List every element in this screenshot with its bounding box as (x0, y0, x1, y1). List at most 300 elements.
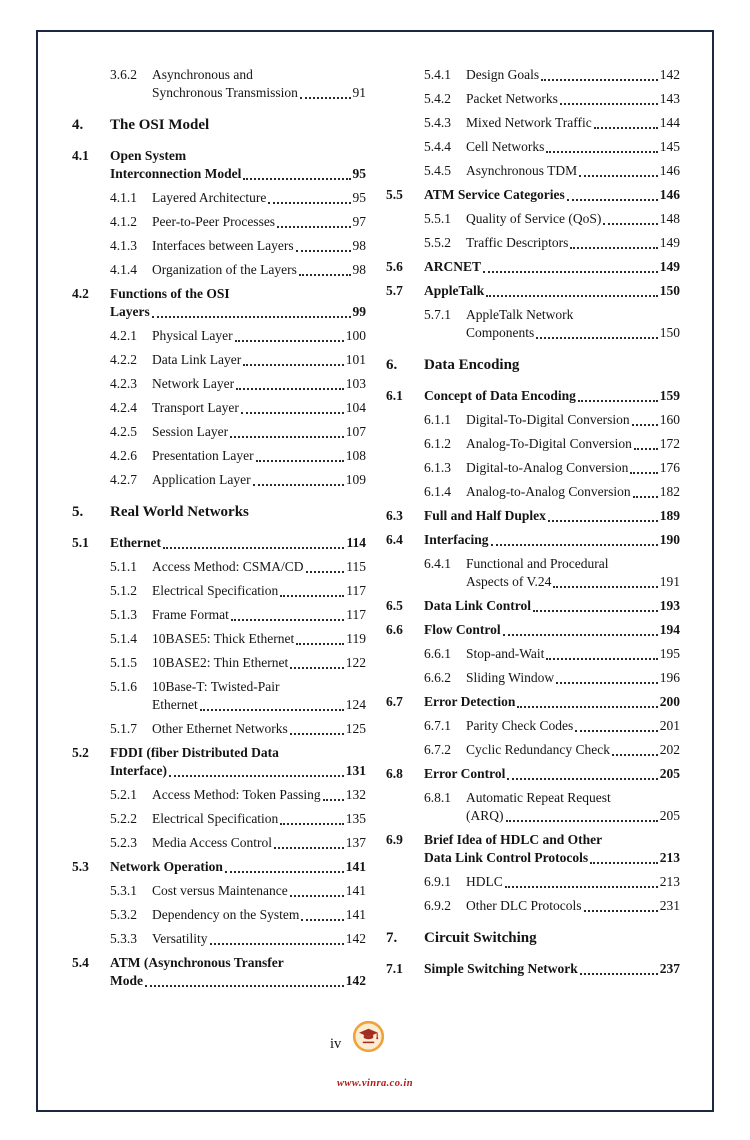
toc-entry-body (466, 90, 680, 108)
toc-section (386, 186, 680, 204)
toc-entry-title: Organization of the Layers (152, 262, 297, 277)
toc-subsection (72, 399, 366, 417)
toc-entry-number: 5.5.2 (424, 235, 451, 250)
dot-leader (274, 847, 344, 849)
toc-entry-page: 146 (659, 163, 680, 178)
toc-subsection (72, 630, 366, 648)
toc-section (386, 531, 680, 549)
toc-entry-number: 5.2 (72, 745, 89, 760)
toc-section (386, 693, 680, 711)
toc-entry-number: 6.9 (386, 832, 403, 847)
toc-section (386, 387, 680, 405)
toc-entry-title: Session Layer (152, 424, 229, 439)
toc-entry-page: 104 (345, 400, 366, 415)
dot-leader (323, 799, 344, 801)
toc-entry-line (424, 849, 680, 867)
toc-entry-number: 6.7.2 (424, 742, 451, 757)
toc-entry-title: Data Encoding (424, 357, 520, 373)
toc-entry-line (152, 351, 366, 369)
toc-entry-line (152, 84, 366, 102)
toc-subsection (72, 261, 366, 279)
dot-leader (306, 571, 345, 573)
toc-entry-line (424, 387, 680, 405)
toc-entry-title: Physical Layer (152, 328, 233, 343)
toc-entry-number: 5.1.1 (110, 559, 137, 574)
toc-entry-body (152, 261, 366, 279)
dot-leader (575, 730, 658, 732)
table-of-contents (72, 66, 680, 996)
dot-leader (301, 919, 343, 921)
toc-entry-number: 6.3 (386, 508, 403, 523)
toc-section (386, 621, 680, 639)
toc-entry-page: 150 (659, 325, 680, 340)
toc-entry-page: 132 (345, 787, 366, 802)
toc-entry-body (110, 954, 366, 990)
toc-entry-page: 97 (352, 214, 366, 229)
toc-entry-number: 4.2.6 (110, 448, 137, 463)
toc-entry-title: Ethernet (110, 535, 161, 550)
toc-entry-title: Design Goals (466, 67, 540, 82)
toc-entry-line (466, 411, 680, 429)
toc-chapter (72, 502, 366, 522)
toc-entry-body (152, 399, 366, 417)
toc-entry-title: Error Detection (424, 694, 516, 709)
dot-leader (546, 658, 657, 660)
dot-leader (256, 460, 344, 462)
toc-entry-title: Access Method: CSMA/CD (152, 559, 304, 574)
dot-leader (241, 412, 344, 414)
dot-leader (590, 862, 658, 864)
toc-entry-title: Data Link Control Protocols (424, 850, 589, 865)
dot-leader (235, 340, 344, 342)
toc-entry-body (152, 882, 366, 900)
toc-entry-body (152, 678, 366, 714)
toc-entry-line (152, 423, 366, 441)
toc-entry-body (424, 765, 680, 783)
dot-leader (612, 754, 658, 756)
toc-entry-title: Layers (110, 304, 150, 319)
toc-section (386, 258, 680, 276)
toc-entry-title: Parity Check Codes (466, 718, 574, 733)
toc-subsection (72, 810, 366, 828)
toc-entry-page: 142 (659, 67, 680, 82)
toc-entry-line (152, 654, 366, 672)
toc-entry-page: 103 (345, 376, 366, 391)
toc-subsection (72, 720, 366, 738)
toc-entry-number: 6.6.2 (424, 670, 451, 685)
toc-entry-line (466, 114, 680, 132)
toc-entry-body (424, 387, 680, 405)
toc-entry-number: 6.9.1 (424, 874, 451, 889)
dot-leader (570, 247, 657, 249)
dot-leader (560, 103, 658, 105)
toc-entry-number: 7. (386, 930, 398, 946)
toc-entry-line (424, 282, 680, 300)
dot-leader (290, 667, 344, 669)
toc-entry-number: 5.3.1 (110, 883, 137, 898)
dot-leader (253, 484, 344, 486)
toc-entry-line (466, 807, 680, 825)
toc-entry-page: 202 (659, 742, 680, 757)
toc-subsection (386, 138, 680, 156)
toc-entry-page: 191 (659, 574, 680, 589)
toc-entry-page: 141 (345, 883, 366, 898)
toc-subsection (72, 606, 366, 624)
toc-entry-number: 6.1.4 (424, 484, 451, 499)
toc-entry-body (466, 210, 680, 228)
toc-entry-body (424, 355, 680, 375)
toc-entry-number: 6.1.2 (424, 436, 451, 451)
toc-entry-number: 5.3.3 (110, 931, 137, 946)
toc-subsection (72, 834, 366, 852)
toc-entry-line (152, 447, 366, 465)
toc-entry-number: 5.1.4 (110, 631, 137, 646)
toc-entry-number: 5.5.1 (424, 211, 451, 226)
toc-entry-title: Functional and Procedural (466, 556, 609, 571)
toc-entry-number: 7.1 (386, 961, 403, 976)
toc-entry-number: 5.2.3 (110, 835, 137, 850)
toc-subsection (386, 411, 680, 429)
toc-entry-title: ATM Service Categories (424, 187, 565, 202)
toc-entry-page: 194 (659, 622, 680, 637)
dot-leader (556, 682, 658, 684)
toc-entry-page: 122 (345, 655, 366, 670)
toc-subsection (386, 789, 680, 825)
toc-entry-title: FDDI (fiber Distributed Data (110, 745, 279, 760)
toc-entry-number: 5.6 (386, 259, 403, 274)
toc-entry-title: Interfaces between Layers (152, 238, 294, 253)
toc-column-left (72, 66, 366, 996)
toc-entry-body (110, 858, 366, 876)
toc-entry-title: Network Operation (110, 859, 223, 874)
toc-entry-title: Interface) (110, 763, 167, 778)
toc-entry-line (466, 669, 680, 687)
toc-entry-body (424, 531, 680, 549)
toc-section (386, 831, 680, 867)
toc-column-right (386, 66, 680, 996)
toc-entry-line (466, 66, 680, 84)
toc-entry-line (424, 960, 680, 978)
toc-subsection (386, 66, 680, 84)
toc-entry-page: 149 (659, 259, 680, 274)
toc-entry-title: Traffic Descriptors (466, 235, 569, 250)
toc-entry-title: Interconnection Model (110, 166, 242, 181)
toc-entry-page: 201 (659, 718, 680, 733)
toc-entry-title: Transport Layer (152, 400, 239, 415)
toc-entry-number: 5.4 (72, 955, 89, 970)
toc-entry-number: 6.1.3 (424, 460, 451, 475)
toc-entry-title: Automatic Repeat Request (466, 790, 611, 805)
dot-leader (603, 223, 657, 225)
toc-entry-title: Packet Networks (466, 91, 558, 106)
toc-entry-title: Peer-to-Peer Processes (152, 214, 276, 229)
toc-entry-page: 108 (345, 448, 366, 463)
toc-entry-title: Quality of Service (QoS) (466, 211, 602, 226)
toc-entry-line (152, 930, 366, 948)
toc-section (72, 744, 366, 780)
toc-entry-page: 91 (352, 85, 366, 100)
dot-leader (507, 778, 657, 780)
toc-entry-page: 205 (659, 766, 680, 781)
toc-entry-number: 5.4.4 (424, 139, 451, 154)
toc-entry-title: Concept of Data Encoding (424, 388, 576, 403)
toc-entry-number: 6.1.1 (424, 412, 451, 427)
toc-entry-title: Flow Control (424, 622, 501, 637)
toc-entry-number: 5.1.3 (110, 607, 137, 622)
toc-entry-line (152, 720, 366, 738)
toc-subsection (386, 669, 680, 687)
toc-subsection (72, 327, 366, 345)
toc-entry-body (424, 621, 680, 639)
toc-subsection (386, 162, 680, 180)
toc-entry-title: AppleTalk (424, 283, 485, 298)
toc-entry-number: 4.1.3 (110, 238, 137, 253)
toc-entry-number: 5.3 (72, 859, 89, 874)
dot-leader (300, 97, 351, 99)
dot-leader (580, 973, 658, 975)
toc-entry-line (152, 189, 366, 207)
toc-entry-number: 4.2.3 (110, 376, 137, 391)
toc-entry-page: 142 (345, 973, 366, 988)
toc-entry-line (152, 906, 366, 924)
toc-entry-line (466, 210, 680, 228)
dot-leader (584, 910, 658, 912)
toc-section (386, 960, 680, 978)
toc-entry-page: 98 (352, 262, 366, 277)
toc-entry-line (152, 213, 366, 231)
toc-entry-page: 142 (345, 931, 366, 946)
toc-entry-page: 189 (659, 508, 680, 523)
toc-entry-line (466, 90, 680, 108)
toc-entry-body (424, 960, 680, 978)
toc-entry-title: Aspects of V.24 (466, 574, 552, 589)
toc-subsection (386, 483, 680, 501)
toc-entry-body (466, 234, 680, 252)
toc-entry-body (466, 411, 680, 429)
toc-entry-line (466, 573, 680, 591)
toc-entry-line (424, 186, 680, 204)
toc-entry-number: 5. (72, 504, 84, 520)
toc-entry-number: 5.3.2 (110, 907, 137, 922)
toc-entry-body (152, 189, 366, 207)
toc-subsection (72, 213, 366, 231)
toc-entry-body (424, 597, 680, 615)
toc-entry-page: 117 (346, 583, 366, 598)
toc-entry-body (110, 115, 366, 135)
toc-entry-page: 109 (345, 472, 366, 487)
dot-leader (210, 943, 344, 945)
dot-leader (230, 436, 344, 438)
toc-entry-line (110, 972, 366, 990)
toc-entry-title: Other DLC Protocols (466, 898, 582, 913)
toc-entry-body (152, 630, 366, 648)
toc-entry-body (152, 351, 366, 369)
toc-entry-body (466, 717, 680, 735)
toc-entry-line (152, 471, 366, 489)
toc-entry-body (110, 502, 366, 522)
toc-entry-body (152, 327, 366, 345)
toc-entry-title: Other Ethernet Networks (152, 721, 288, 736)
dot-leader (541, 79, 658, 81)
toc-entry-body (466, 789, 680, 825)
toc-entry-body (466, 897, 680, 915)
toc-entry-title: Access Method: Token Passing (152, 787, 321, 802)
toc-entry-title: The OSI Model (110, 117, 210, 133)
toc-entry-page: 182 (659, 484, 680, 499)
dot-leader (548, 520, 658, 522)
toc-subsection (72, 447, 366, 465)
toc-entry-line (466, 162, 680, 180)
page-number: iv (330, 1036, 342, 1052)
dot-leader (553, 586, 657, 588)
toc-entry-page: 114 (346, 535, 366, 550)
toc-entry-page: 146 (659, 187, 680, 202)
toc-entry-number: 4.1 (72, 148, 89, 163)
toc-entry-line (152, 399, 366, 417)
toc-entry-page: 144 (659, 115, 680, 130)
toc-entry-title: Dependency on the System (152, 907, 300, 922)
publisher-logo (352, 1020, 385, 1053)
toc-entry-page: 119 (346, 631, 366, 646)
toc-entry-number: 6.7.1 (424, 718, 451, 733)
toc-entry-title: Cell Networks (466, 139, 545, 154)
toc-entry-body (152, 237, 366, 255)
toc-entry-title: Open System (110, 148, 187, 163)
toc-subsection (386, 234, 680, 252)
toc-chapter (72, 115, 366, 135)
toc-entry-body (466, 66, 680, 84)
toc-subsection (72, 471, 366, 489)
toc-entry-line (424, 597, 680, 615)
dot-leader (280, 823, 343, 825)
dot-leader (152, 316, 351, 318)
toc-entry-title: Stop-and-Wait (466, 646, 545, 661)
toc-entry-page: 160 (659, 412, 680, 427)
toc-entry-body (110, 285, 366, 321)
toc-entry-line (110, 858, 366, 876)
website-url: www.vinra.co.in (337, 1078, 413, 1089)
toc-entry-line (466, 435, 680, 453)
toc-entry-number: 5.4.5 (424, 163, 451, 178)
toc-entry-page: 115 (346, 559, 366, 574)
toc-entry-page: 205 (659, 808, 680, 823)
dot-leader (268, 202, 350, 204)
toc-entry-title: Asynchronous and (152, 67, 253, 82)
dot-leader (483, 271, 658, 273)
toc-entry-number: 6.8 (386, 766, 403, 781)
toc-entry-title: (ARQ) (466, 808, 504, 823)
toc-subsection (386, 555, 680, 591)
toc-entry-line (466, 717, 680, 735)
toc-entry-title: Asynchronous TDM (466, 163, 578, 178)
dot-leader (236, 388, 344, 390)
toc-subsection (72, 786, 366, 804)
toc-entry-page: 98 (352, 238, 366, 253)
toc-entry-page: 135 (345, 811, 366, 826)
toc-entry-line (424, 621, 680, 639)
toc-entry-number: 5.5 (386, 187, 403, 202)
toc-entry-page: 172 (659, 436, 680, 451)
toc-subsection (72, 189, 366, 207)
dot-leader (567, 199, 658, 201)
dot-leader (225, 871, 344, 873)
toc-entry-line (152, 558, 366, 576)
toc-entry-body (152, 834, 366, 852)
toc-entry-body (152, 471, 366, 489)
toc-entry-page: 200 (659, 694, 680, 709)
toc-entry-body (152, 720, 366, 738)
toc-entry-title: Network Layer (152, 376, 235, 391)
toc-entry-body (152, 906, 366, 924)
toc-entry-body (466, 435, 680, 453)
toc-entry-title: Data Link Control (424, 598, 532, 613)
toc-entry-number: 4.1.2 (110, 214, 137, 229)
toc-section (72, 147, 366, 183)
toc-entry-page: 237 (659, 961, 680, 976)
toc-entry-title: Circuit Switching (424, 930, 537, 946)
toc-entry-number: 4.2.2 (110, 352, 137, 367)
toc-entry-page: 125 (345, 721, 366, 736)
toc-entry-page: 95 (352, 190, 366, 205)
toc-subsection (386, 90, 680, 108)
toc-entry-body (466, 138, 680, 156)
toc-entry-title: 10Base-T: Twisted-Pair (152, 679, 280, 694)
toc-entry-body (152, 606, 366, 624)
toc-entry-page: 107 (345, 424, 366, 439)
toc-entry-title: ARCNET (424, 259, 482, 274)
toc-entry-number: 6.6 (386, 622, 403, 637)
toc-entry-page: 124 (345, 697, 366, 712)
toc-entry-line (152, 834, 366, 852)
toc-entry-title: Presentation Layer (152, 448, 254, 463)
toc-entry-page: 159 (659, 388, 680, 403)
toc-entry-body (152, 810, 366, 828)
toc-chapter (386, 928, 680, 948)
toc-entry-number: 5.1.6 (110, 679, 137, 694)
toc-entry-page: 100 (345, 328, 366, 343)
dot-leader (145, 985, 344, 987)
toc-entry-body (466, 555, 680, 591)
toc-entry-number: 6.9.2 (424, 898, 451, 913)
dot-leader (633, 496, 658, 498)
toc-subsection (72, 882, 366, 900)
toc-entry-body (152, 582, 366, 600)
toc-entry-line (152, 606, 366, 624)
dot-leader (630, 472, 657, 474)
toc-entry-body (424, 693, 680, 711)
dot-leader (536, 337, 657, 339)
toc-entry-number: 4.2.1 (110, 328, 137, 343)
dot-leader (163, 547, 344, 549)
toc-entry-title: ATM (Asynchronous Transfer (110, 955, 284, 970)
toc-entry-title: Electrical Specification (152, 811, 279, 826)
toc-entry-line (466, 138, 680, 156)
toc-entry-number: 6.1 (386, 388, 403, 403)
toc-entry-line (466, 873, 680, 891)
toc-subsection (72, 237, 366, 255)
toc-subsection (72, 654, 366, 672)
toc-entry-page: 141 (345, 907, 366, 922)
dot-leader (486, 295, 657, 297)
toc-entry-title: Electrical Specification (152, 583, 279, 598)
toc-entry-page: 176 (659, 460, 680, 475)
toc-entry-number: 4.2.5 (110, 424, 137, 439)
toc-entry-line (152, 810, 366, 828)
toc-subsection (386, 717, 680, 735)
toc-subsection (72, 558, 366, 576)
toc-entry-number: 6. (386, 357, 398, 373)
toc-entry-body (424, 831, 680, 867)
